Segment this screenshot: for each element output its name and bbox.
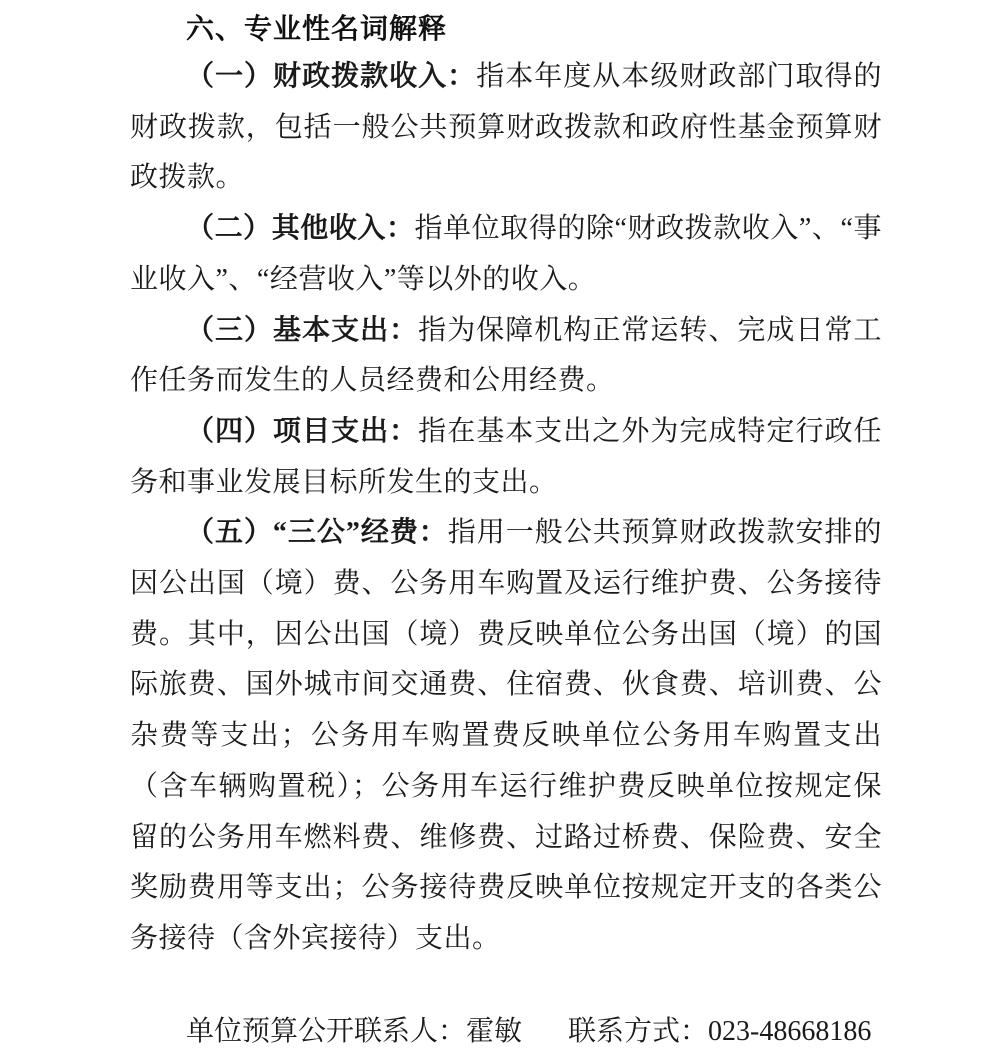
term-label-1: （一）财政拨款收入：	[186, 61, 477, 92]
phone-number: 023-48668186	[708, 1015, 872, 1047]
term-definition-4: 指在基本支出之外为完成特定行政任务和事业发展目标所发生的支出。	[130, 415, 882, 498]
paragraph-basic-expenditure	[130, 306, 882, 407]
term-definition-1: 指本年度从本级财政部门取得的财政拨款，包括一般公共预算财政拨款和政府性基金预算财政拨款。	[130, 61, 882, 194]
contact-label: 单位预算公开联系人：	[186, 1015, 467, 1047]
paragraph-three-public-funds	[130, 508, 882, 964]
paragraph-fiscal-appropriation-income	[130, 52, 882, 204]
term-definition-5: 指用一般公共预算财政拨款安排的因公出国（境）费、公务用车购置及运行维护费、公务接待费。其中，因公出国（境）费反映单位公务出国（境）的国际旅费、国外城市间交通费、住宿费、伙食费、培训费、公杂费等支出；公务用车购置费反映单位公务用车购置支出（含车辆购置税）；公务用车运行维护费反映单位按规定保留的公务用车燃料费、维修费、过路过桥费、保险费、安全奖励费用等支出；公务接待费反映单位按规定开支的各类公务接待（含外宾接待）支出。	[130, 517, 882, 954]
contact-line	[130, 1007, 882, 1057]
paragraph-project-expenditure	[130, 407, 882, 508]
term-definition-2: 指单位取得的除“财政拨款收入”、“事业收入”、“经营收入”等以外的收入。	[130, 213, 882, 295]
term-definition-3: 指为保障机构正常运转、完成日常工作任务而发生的人员经费和公用经费。	[130, 314, 882, 397]
paragraph-other-income	[130, 204, 882, 305]
term-label-3: （三）基本支出：	[186, 314, 419, 346]
section-heading: 六、专业性名词解释	[186, 13, 448, 44]
term-label-2: （二）其他收入：	[186, 213, 415, 245]
term-label-5: （五）“三公”经费：	[186, 517, 448, 549]
contact-name: 霍敏	[466, 1015, 523, 1047]
phone-label: 联系方式：	[568, 1015, 709, 1047]
term-label-4: （四）项目支出：	[186, 415, 419, 447]
